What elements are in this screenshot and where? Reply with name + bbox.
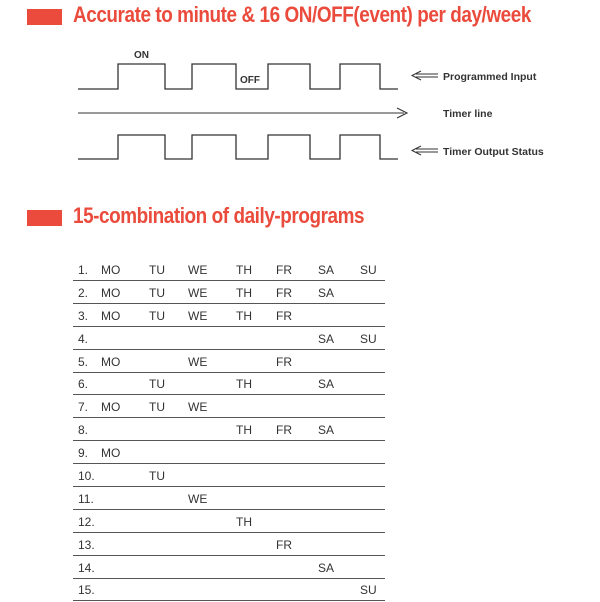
row-number: 12. [78, 514, 95, 529]
section-title-combinations: 15-combination of daily-programs [73, 203, 365, 228]
row-number: 5. [78, 354, 89, 369]
day-cell-th: TH [236, 514, 252, 529]
row-number: 10. [78, 469, 95, 484]
day-cell-mo: MO [101, 354, 121, 369]
timer-output-label: Timer Output Status [443, 146, 544, 158]
row-number: 15. [78, 583, 95, 598]
day-cell-we: WE [188, 400, 208, 415]
day-cell-sa: SA [318, 331, 335, 346]
row-number: 7. [78, 400, 89, 415]
table-row [73, 282, 385, 304]
day-cell-we: WE [188, 263, 208, 277]
day-cell-tu: TU [149, 377, 165, 392]
row-number: 14. [78, 560, 95, 575]
on-label: ON [134, 50, 149, 61]
day-cell-mo: MO [101, 446, 121, 461]
day-cell-fr: FR [276, 537, 292, 552]
row-number: 6. [78, 377, 89, 392]
table-row [73, 305, 385, 327]
programmed-input-label: Programmed Input [443, 71, 537, 83]
day-cell-mo: MO [101, 400, 121, 415]
day-cell-mo: MO [101, 285, 121, 300]
table-row [73, 442, 385, 464]
table-row [73, 465, 385, 487]
row-number: 11. [78, 491, 94, 506]
day-cell-sa: SA [318, 377, 335, 392]
timer-line-label: Timer line [443, 108, 493, 120]
table-row [73, 511, 385, 533]
row-number: 1. [78, 263, 89, 277]
day-cell-su: SU [360, 583, 377, 598]
day-cell-we: WE [188, 285, 208, 300]
day-cell-sa: SA [318, 423, 335, 438]
day-cell-we: WE [188, 491, 208, 506]
table-row [73, 328, 385, 350]
day-cell-sa: SA [318, 285, 335, 300]
day-cell-fr: FR [276, 423, 292, 438]
row-number: 4. [78, 331, 89, 346]
day-cell-th: TH [236, 285, 252, 300]
day-cell-sa: SA [318, 263, 335, 277]
day-cell-tu: TU [149, 263, 165, 277]
programmed-input-waveform [78, 64, 398, 89]
day-cell-th: TH [236, 308, 252, 323]
row-number: 2. [78, 285, 89, 300]
day-cell-fr: FR [276, 308, 292, 323]
day-cell-th: TH [236, 423, 252, 438]
table-row [73, 557, 385, 579]
table-row [73, 373, 385, 395]
table-row [73, 534, 385, 556]
section-title-accuracy: Accurate to minute & 16 ON/OFF(event) per day/week [73, 2, 531, 27]
section-marker-bar [27, 210, 62, 226]
day-cell-th: TH [236, 377, 252, 392]
day-cell-fr: FR [276, 354, 292, 369]
row-number: 13. [78, 537, 95, 552]
day-cell-fr: FR [276, 285, 292, 300]
programmed-input-arrow [412, 71, 438, 80]
timing-diagram [0, 0, 600, 200]
timer-output-arrow [412, 146, 438, 155]
row-number: 8. [78, 423, 89, 438]
day-cell-fr: FR [276, 263, 292, 277]
day-cell-sa: SA [318, 560, 335, 575]
row-number: 3. [78, 308, 89, 323]
timer-output-waveform [78, 135, 398, 159]
day-cell-su: SU [360, 263, 377, 277]
day-cell-tu: TU [149, 469, 165, 484]
off-label: OFF [240, 75, 260, 86]
day-cell-mo: MO [101, 263, 121, 277]
table-row [73, 351, 385, 373]
row-number: 9. [78, 446, 89, 461]
table-row [73, 419, 385, 441]
day-cell-tu: TU [149, 285, 165, 300]
day-cell-tu: TU [149, 400, 165, 415]
table-row [73, 579, 385, 601]
day-cell-we: WE [188, 308, 208, 323]
day-cell-su: SU [360, 331, 377, 346]
day-cell-th: TH [236, 263, 252, 277]
table-row [73, 396, 385, 418]
day-cell-tu: TU [149, 308, 165, 323]
daily-program-table [73, 259, 385, 602]
day-cell-mo: MO [101, 308, 121, 323]
table-row [73, 488, 385, 510]
day-cell-we: WE [188, 354, 208, 369]
table-row [73, 259, 385, 281]
